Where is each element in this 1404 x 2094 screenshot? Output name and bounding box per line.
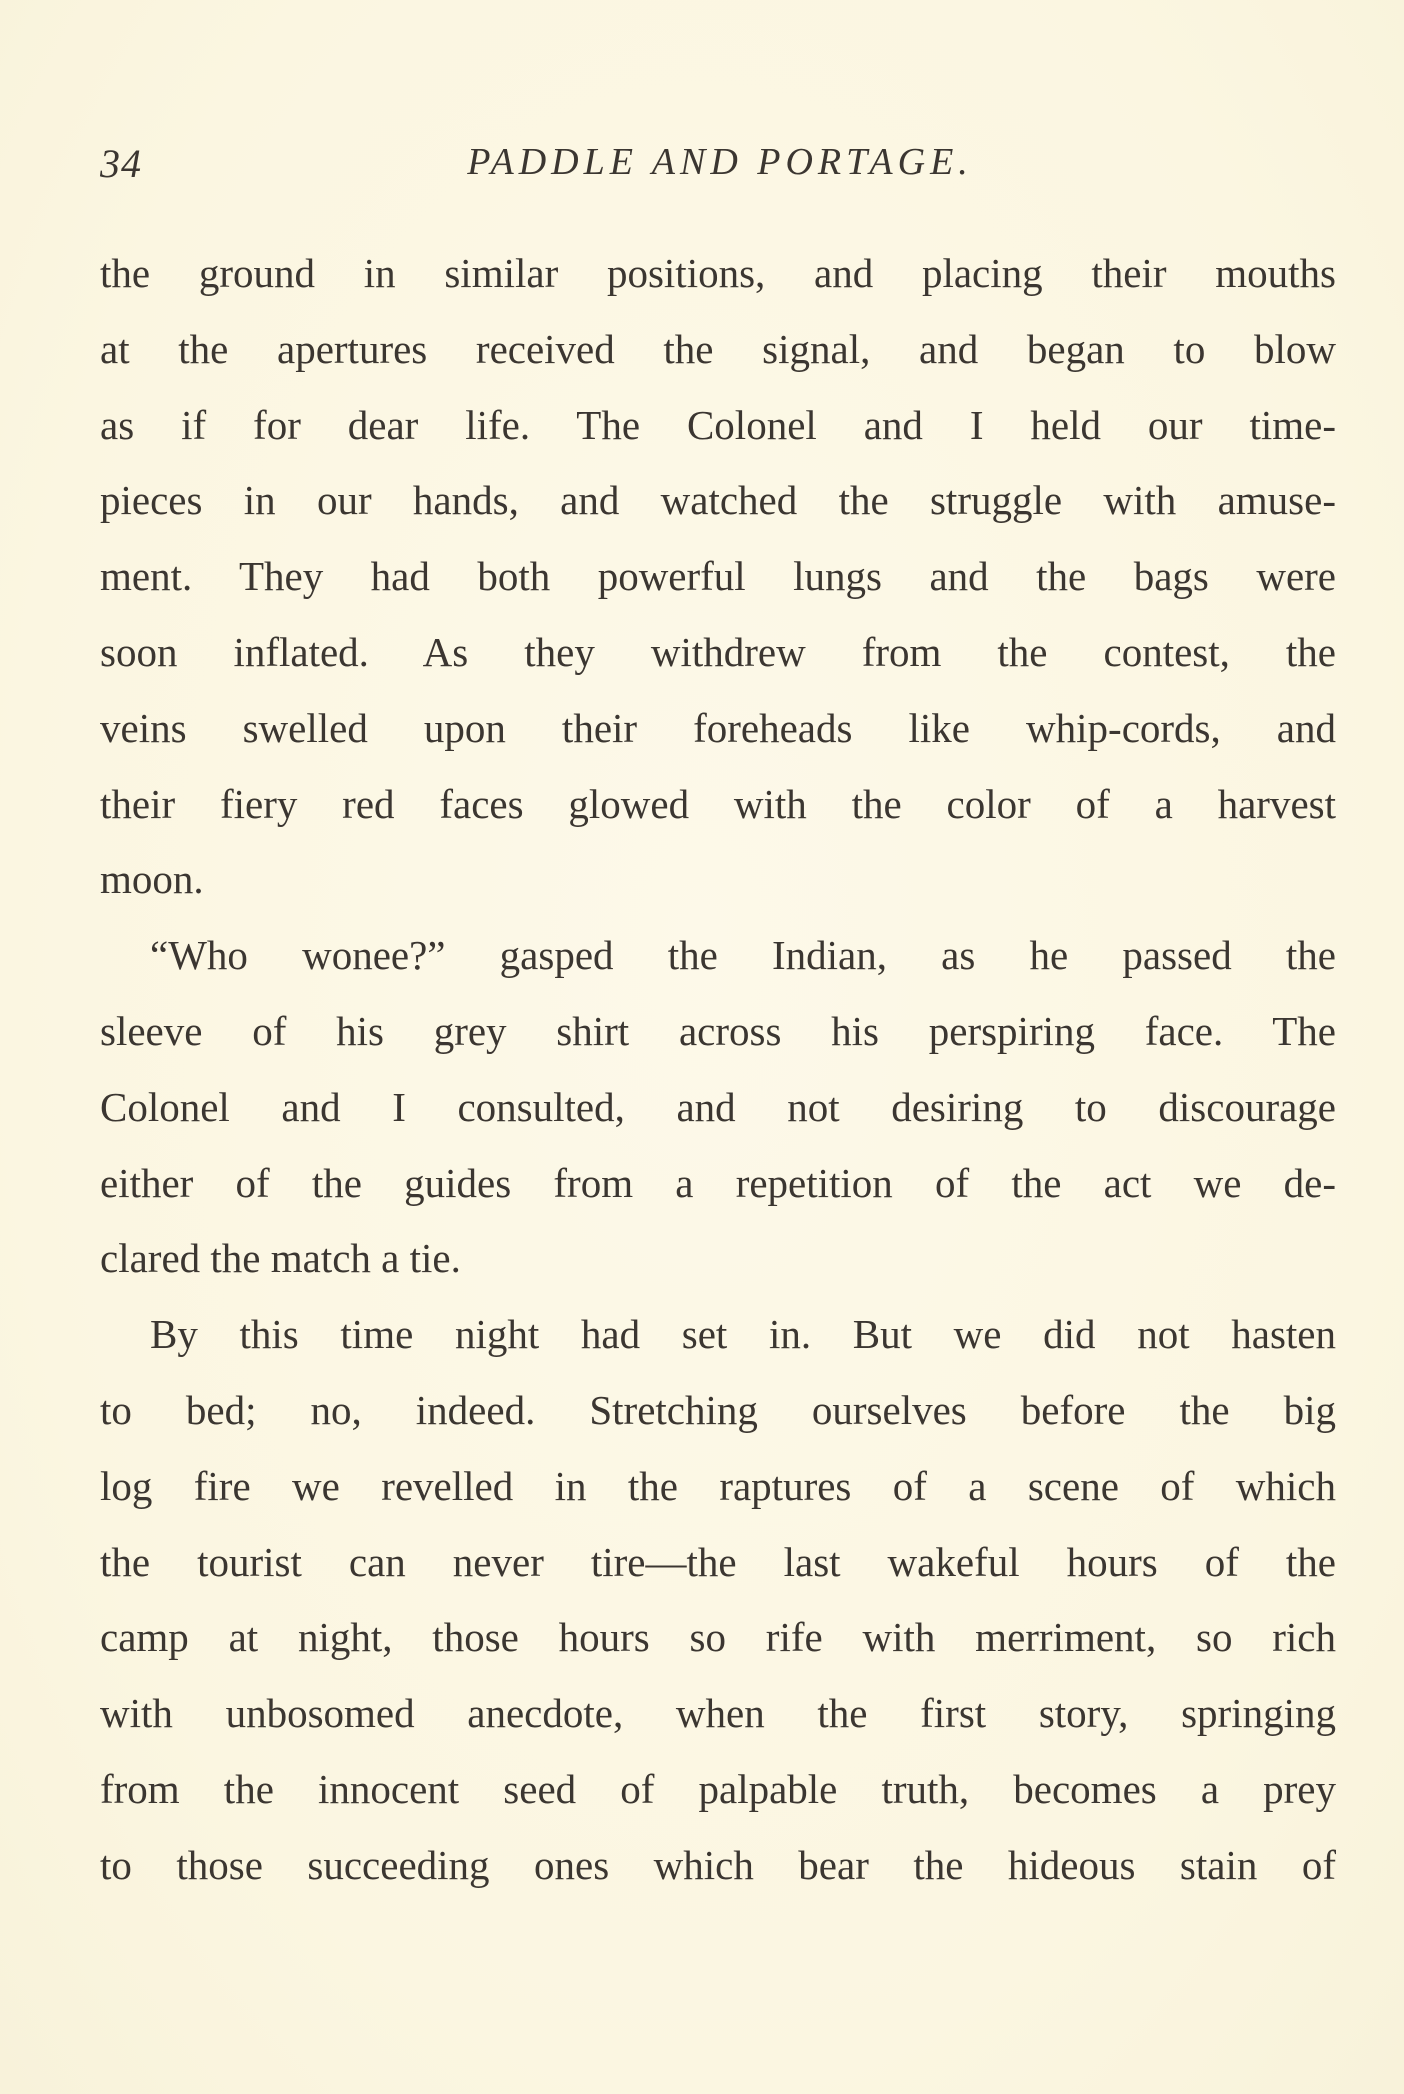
text-line: either of the guides from a repetition of the act we de- bbox=[100, 1159, 1336, 1206]
running-head bbox=[100, 140, 1330, 190]
text-line: sleeve of his grey shirt across his perspiring face. The bbox=[100, 1007, 1336, 1054]
text-line: the ground in similar positions, and placing their mouths bbox=[100, 250, 1336, 296]
text-line: log fire we revelled in the raptures of a scene of which bbox=[100, 1462, 1336, 1509]
text-line: veins swelled upon their foreheads like whip-cords, and bbox=[100, 704, 1336, 751]
text-line: Colonel and I consulted, and not desiring to discourage bbox=[100, 1083, 1336, 1130]
text-line: “Who wonee?” gasped the Indian, as he passed the bbox=[150, 932, 1336, 979]
text-line: from the innocent seed of palpable truth, becomes a prey bbox=[100, 1765, 1336, 1812]
text-line: to bed; no, indeed. Stretching ourselves before the big bbox=[100, 1386, 1336, 1433]
text-line: at the apertures received the signal, and began to blow bbox=[100, 325, 1336, 372]
text-line: camp at night, those hours so rife with merriment, so rich bbox=[100, 1614, 1336, 1661]
book-title: PADDLE AND PORTAGE. bbox=[467, 141, 973, 183]
text-line: to those succeeding ones which bear the hideous stain of bbox=[100, 1841, 1336, 1888]
text-line: soon inflated. As they withdrew from the contest, the bbox=[100, 628, 1336, 675]
text-line: the tourist can never tire—the last wakeful hours of the bbox=[100, 1538, 1336, 1585]
text-line: as if for dear life. The Colonel and I held our time- bbox=[100, 401, 1336, 448]
text-line: with unbosomed anecdote, when the first story, springing bbox=[100, 1690, 1336, 1737]
page-number: 34 bbox=[100, 141, 142, 186]
text-line: moon. bbox=[100, 856, 204, 903]
text-line: ment. They had both powerful lungs and the bags were bbox=[100, 553, 1336, 600]
text-line: their fiery red faces glowed with the color of a harvest bbox=[100, 780, 1336, 827]
body-text bbox=[100, 248, 1336, 1916]
text-line: By this time night had set in. But we did not hasten bbox=[150, 1311, 1336, 1358]
text-line: pieces in our hands, and watched the struggle with amuse- bbox=[100, 477, 1336, 524]
text-line: clared the match a tie. bbox=[100, 1235, 461, 1282]
